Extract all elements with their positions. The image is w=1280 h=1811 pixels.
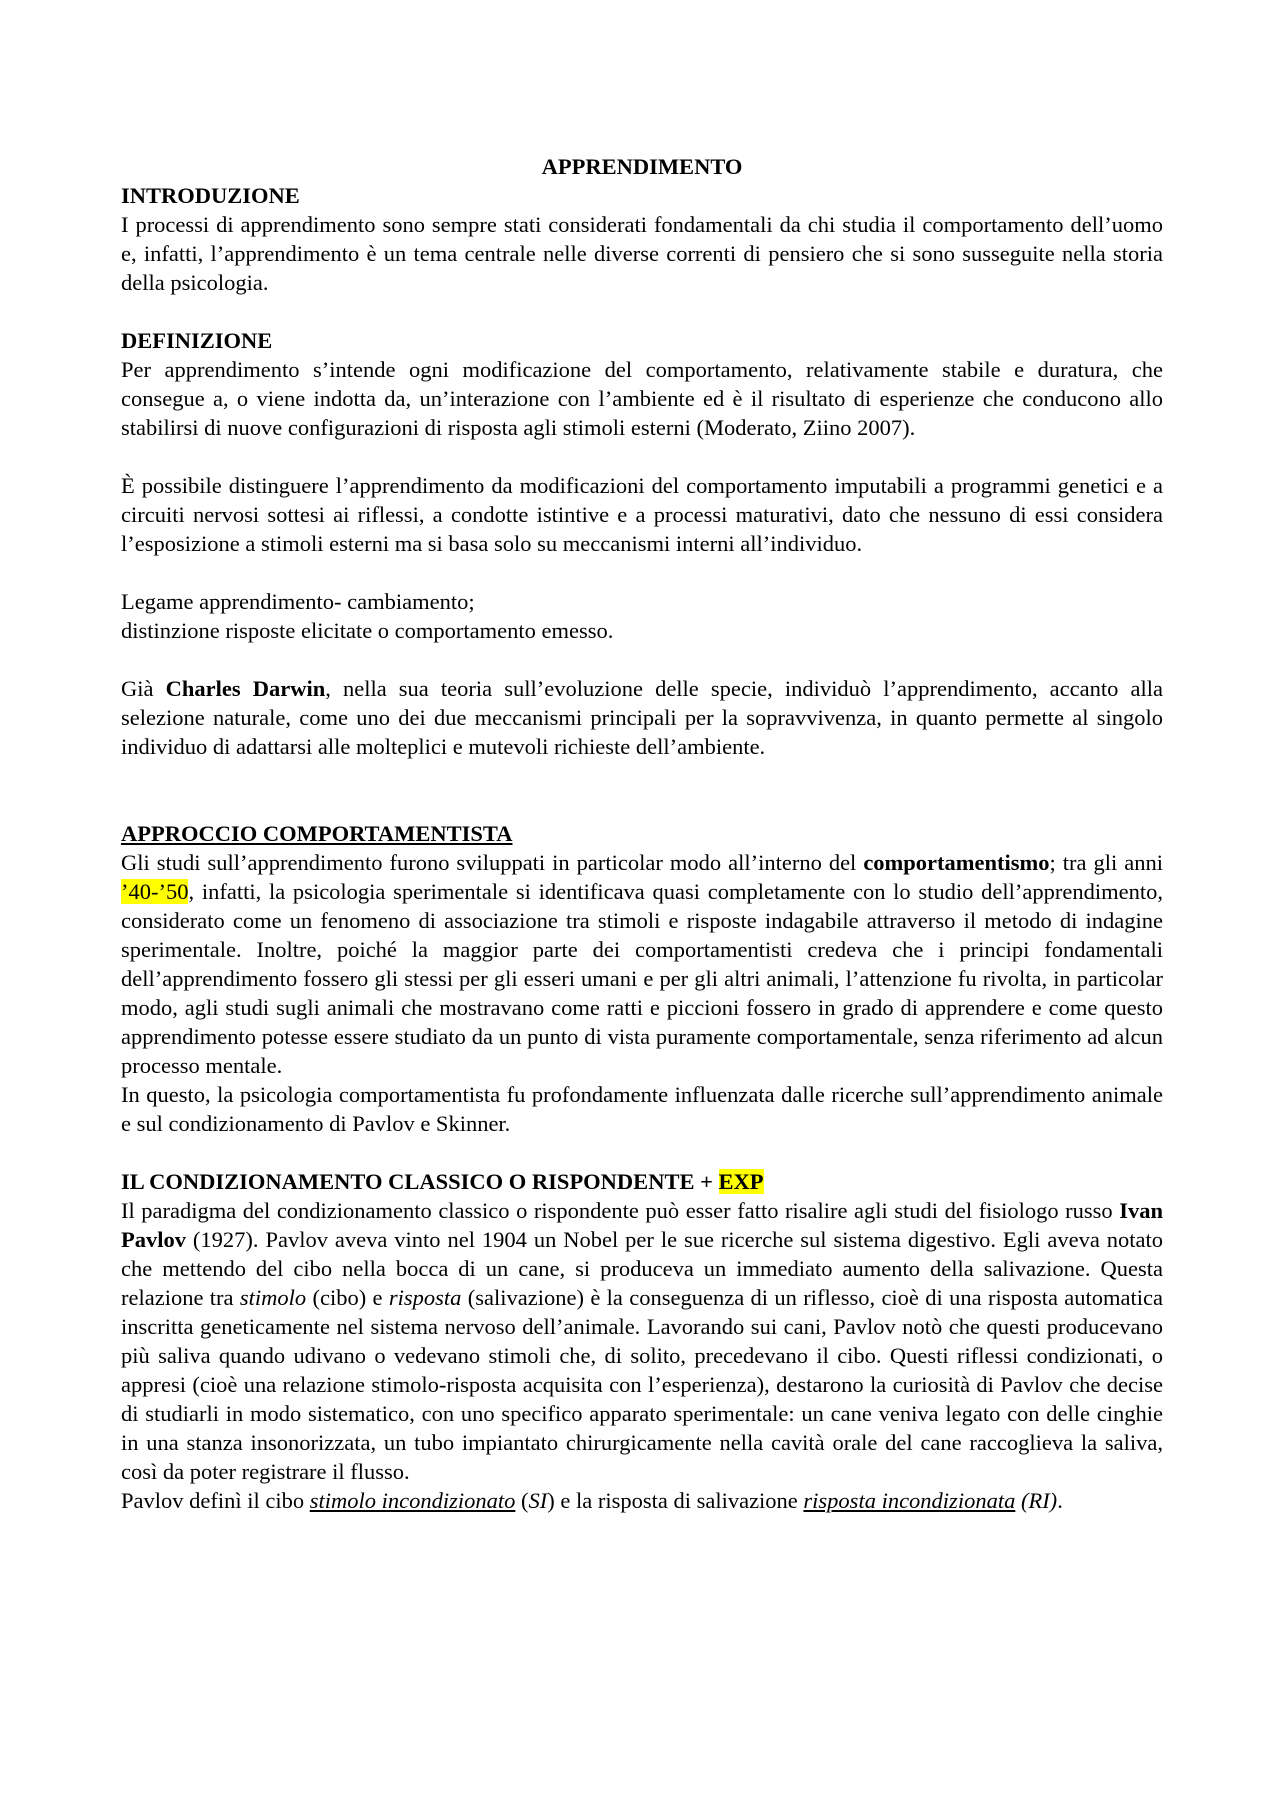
approccio-text-b: ; tra gli anni [1049, 850, 1163, 875]
definizione-paragraph-2: È possibile distinguere l’apprendimento da modificazioni del comportamento imputabili a programmi genetici e a circuiti nervosi sottesi ai riflessi, a condotte istintive e a processi maturativi, dato che nessuno di essi considera l’esposizione a stimoli esterni ma si basa solo su meccanismi interni all’individuo. [121, 473, 1163, 556]
cond2-text-a: Pavlov definì il cibo [121, 1488, 310, 1513]
approccio-highlighted-years: ’40-’50 [121, 879, 189, 904]
approccio-text-a: Gli studi sull’apprendimento furono sviluppati in particolar modo all’interno del [121, 850, 864, 875]
spacer [121, 761, 1163, 819]
spacer [121, 297, 1163, 326]
cond2-text-b: ( [515, 1488, 529, 1513]
darwin-pre: Già [121, 676, 166, 701]
cond2-text-e: . [1057, 1488, 1063, 1513]
cond-text-c: (cibo) e [306, 1285, 389, 1310]
spacer [121, 645, 1163, 674]
cond2-term-si: stimolo incondizionato [309, 1488, 516, 1513]
spacer [121, 442, 1163, 471]
spacer [121, 558, 1163, 587]
condizionamento-heading-highlight: EXP [718, 1169, 764, 1194]
approccio-paragraph-2: In questo, la psicologia comportamentista fu profondamente influenzata dalle ricerche sull’apprendimento animale e sul condizionamento di Pavlov e Skinner. [121, 1082, 1163, 1136]
cond-bold-pavlov: Ivan Pavlov [121, 1198, 1163, 1252]
cond2-abbr-si: SI [528, 1488, 548, 1513]
section-heading-condizionamento [121, 1167, 1163, 1196]
section-heading-approccio: APPROCCIO COMPORTAMENTISTA [121, 821, 513, 846]
cond2-abbr-ri: (RI) [1020, 1488, 1058, 1513]
cond-italic-stimolo: stimolo [239, 1285, 307, 1310]
spacer [121, 1138, 1163, 1167]
definizione-line-1: Legame apprendimento- cambiamento; [121, 589, 475, 614]
cond-italic-risposta: risposta [388, 1285, 462, 1310]
intro-paragraph: I processi di apprendimento sono sempre stati considerati fondamentali da chi studia il comportamento dell’uomo e, infatti, l’apprendimento è un tema centrale nelle diverse correnti di pensiero che si sono susseguite nella storia della psicologia. [121, 212, 1163, 295]
section-heading-definizione: DEFINIZIONE [121, 328, 273, 353]
approccio-paragraph-1 [121, 848, 1163, 1080]
document-body [121, 152, 1163, 1515]
document-title: APPRENDIMENTO [541, 154, 743, 179]
cond-text-b: (1927). Pavlov aveva vinto nel 1904 un Nobel per le sue ricerche sul sistema digestivo. Egli aveva notato che mettendo del cibo nella bocca di un cane, si produceva un immediato aumento della salivazione. Questa relazione tra [121, 1227, 1163, 1310]
darwin-paragraph [121, 674, 1163, 761]
approccio-bold-term: comportamentismo [863, 850, 1050, 875]
darwin-post: , nella sua teoria sull’evoluzione delle specie, individuò l’apprendimento, accanto alla selezione naturale, come uno dei due meccanismi principali per la sopravvivenza, in quanto permette al singolo individuo di adattarsi alle molteplici e mutevoli richieste dell’ambiente. [121, 676, 1163, 759]
cond-text-a: Il paradigma del condizionamento classico o rispondente può esser fatto risalire agli studi del fisiologo russo [121, 1198, 1120, 1223]
cond2-text-c: ) e la risposta di salivazione [547, 1488, 804, 1513]
condizionamento-paragraph-2 [121, 1486, 1163, 1515]
darwin-name: Charles Darwin [165, 676, 326, 701]
approccio-text-c: , infatti, la psicologia sperimentale si identificava quasi completamente con lo studio dell’apprendimento, considerato come un fenomeno di associazione tra stimoli e risposte indagabile attraverso il metodo di indagine sperimentale. Inoltre, poiché la maggior parte dei comportamentisti credeva che i principi fondamentali dell’apprendimento fossero gli stessi per gli esseri umani e per gli altri animali, l’attenzione fu rivolta, in particolar modo, agli studi sugli animali che mostravano come ratti e piccioni fossero in grado di apprendere e come questo apprendimento potesse essere studiato da un punto di vista puramente comportamentale, senza riferimento ad alcun processo mentale. [121, 879, 1163, 1078]
condizionamento-heading-text: IL CONDIZIONAMENTO CLASSICO O RISPONDENTE + [121, 1169, 719, 1194]
definizione-paragraph-1: Per apprendimento s’intende ogni modificazione del comportamento, relativamente stabile e duratura, che consegue a, o viene indotta da, un’interazione con l’ambiente ed è il risultato di esperienze che conducono allo stabilirsi di nuove configurazioni di risposta agli stimoli esterni (Moderato, Ziino 2007). [121, 357, 1163, 440]
cond-text-d: (salivazione) è la conseguenza di un riflesso, cioè di una risposta automatica inscritta geneticamente nel sistema nervoso dell’animale. Lavorando sui cani, Pavlov notò che questi producevano più saliva quando udivano o vedevano stimoli che, di solito, precedevano il cibo. Questi riflessi condizionati, o appresi (cioè una relazione stimolo-risposta acquisita con l’esperienza), destarono la curiosità di Pavlov che decise di studiarli in modo sistematico, con uno specifico apparato sperimentale: un cane veniva legato con delle cinghie in una stanza insonorizzata, un tubo impiantato chirurgicamente nella cavità orale del cane raccoglieva la saliva, così da poter registrare il flusso. [121, 1285, 1164, 1484]
definizione-line-2: distinzione risposte elicitate o comportamento emesso. [121, 618, 614, 643]
section-heading-introduzione: INTRODUZIONE [121, 183, 300, 208]
cond2-term-ri: risposta incondizionata [803, 1488, 1016, 1513]
condizionamento-paragraph-1 [121, 1196, 1163, 1486]
